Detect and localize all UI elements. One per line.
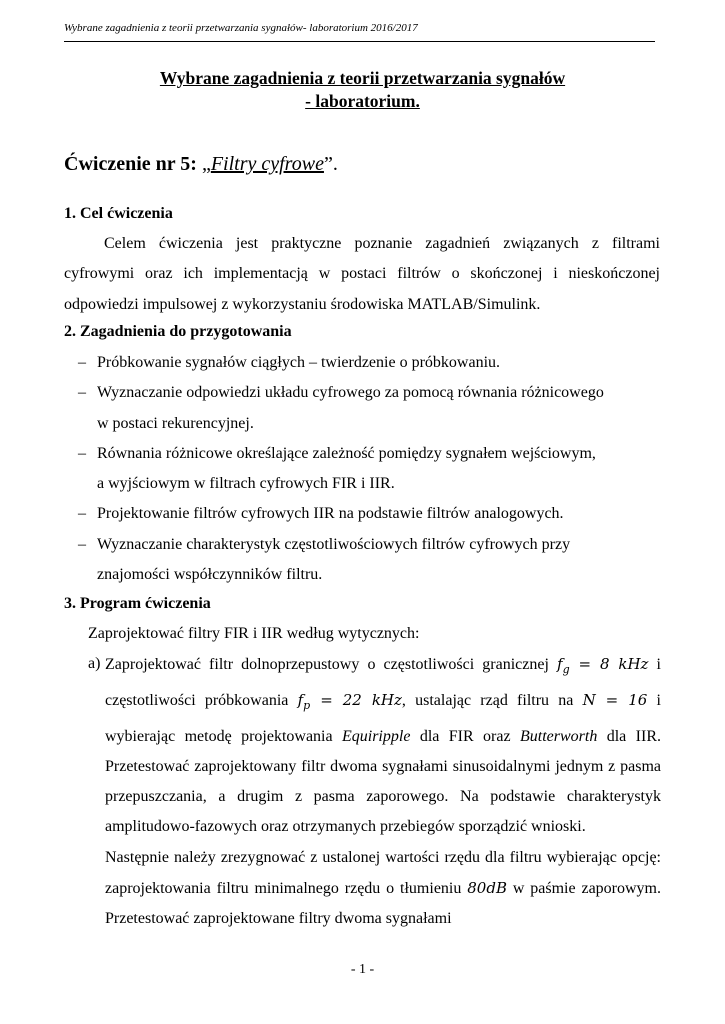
document-title-line-2: - laboratorium. xyxy=(305,91,420,111)
running-header: Wybrane zagadnienia z teorii przetwarzania sygnałów- laboratorium 2016/2017 xyxy=(64,22,418,34)
section-1-paragraph: Celem ćwiczenia jest praktyczne poznanie zagadnień związanych z filtrami cyfrowymi oraz ich implementacją w postaci filtrów o skończonej i nieskończonej odpowiedzi impulsowej z wykorzystaniu środowiska MATLAB/Simulink. xyxy=(64,235,660,313)
list-item-text: Wyznaczanie charakterystyk częstotliwościowych filtrów cyfrowych przy xyxy=(97,535,571,553)
attenuation-formula: 80dB xyxy=(467,879,507,898)
list-item-text-continued: znajomości współczynników filtru. xyxy=(97,566,323,584)
list-item-text: Równania różnicowe określające zależność pomiędzy sygnałem wejściowym, xyxy=(97,444,596,462)
task-text-part: Zaprojektować filtr dolnoprzepustowy o częstotliwości granicznej xyxy=(105,656,558,673)
fg-subscript: g xyxy=(562,663,570,676)
list-dash: – xyxy=(78,535,86,553)
task-text-part: , ustalając rząd filtru na xyxy=(401,692,583,710)
fp-symbol: f xyxy=(297,691,304,710)
task-text-part: dla IIR. Przetestować zaprojektowany filtr dwoma sygnałami sinusoidalnymi jednym z pasma przepuszczania, a drugim z pasma zaporowego. Na podstawie charakterystyk amplitudowo-fazowych oraz otrzymanych przebiegów sporządzić wnioski. xyxy=(105,727,661,836)
exercise-name: Filtry cyfrowe xyxy=(210,153,324,175)
list-dash: – xyxy=(78,444,86,462)
exercise-close-quote: ”. xyxy=(323,153,338,175)
list-item-text: Próbkowanie sygnałów ciągłych – twierdzenie o próbkowaniu. xyxy=(97,354,501,371)
task-list xyxy=(88,649,661,935)
fp-formula xyxy=(297,691,402,713)
fg-value: = 8 kHz xyxy=(569,655,649,673)
list-item xyxy=(64,530,660,591)
section-3-intro: Zaprojektować filtry FIR i IIR według wytycznych: xyxy=(88,625,420,642)
section-1-heading: 1. Cel ćwiczenia xyxy=(64,205,173,222)
list-item-text-continued: a wyjściowym w filtrach cyfrowych FIR i IIR. xyxy=(97,475,395,493)
fg-symbol: f xyxy=(557,655,563,673)
exercise-heading xyxy=(64,152,338,176)
task-text-part: dla FIR oraz xyxy=(410,727,520,745)
task-label: a) xyxy=(88,655,101,672)
task-text-part: i wybierając metodę projektowania xyxy=(105,692,661,745)
list-item-text: Wyznaczanie odpowiedzi układu cyfrowego za pomocą równania różnicowego xyxy=(97,384,604,402)
order-formula: N = 16 xyxy=(582,691,648,710)
header-divider xyxy=(64,41,655,42)
list-item xyxy=(64,348,660,378)
method-equiripple: Equiripple xyxy=(341,727,411,745)
list-item-text: Projektowanie filtrów cyfrowych IIR na podstawie filtrów analogowych. xyxy=(97,505,564,523)
list-item xyxy=(64,378,660,439)
exercise-open-quote: „ xyxy=(196,153,211,175)
list-item xyxy=(64,439,660,500)
list-dash: – xyxy=(78,384,86,402)
task-text-part: i częstotliwości próbkowania xyxy=(105,656,661,710)
task-text-part: w paśmie zaporowym. Przetestować zaprojektowane filtry dwoma sygnałami xyxy=(105,880,661,928)
fg-formula xyxy=(557,655,649,676)
exercise-label: Ćwiczenie nr 5: xyxy=(64,153,197,175)
document-title xyxy=(0,67,725,113)
task-text-part: Następnie należy zrezygnować z ustalonej wartości rzędu dla filtru wybierając opcję: zaprojektowania filtru minimalnego rzędu o tłumieniu xyxy=(105,848,661,898)
section-3-heading: 3. Program ćwiczenia xyxy=(64,595,211,612)
list-item xyxy=(64,499,660,529)
list-dash: – xyxy=(78,505,86,523)
list-dash: – xyxy=(78,354,86,371)
document-title-line-1: Wybrane zagadnienia z teorii przetwarzania sygnałów xyxy=(159,68,566,88)
section-1-text xyxy=(64,229,660,320)
list-item-text-continued: w postaci rekurencyjnej. xyxy=(97,414,254,432)
method-butterworth: Butterworth xyxy=(519,727,598,745)
page-number: - 1 - xyxy=(350,962,375,977)
fp-subscript: p xyxy=(303,699,311,713)
task-text xyxy=(105,649,661,935)
fp-value: = 22 kHz xyxy=(310,691,402,710)
task-item-a xyxy=(88,649,661,935)
section-2-list xyxy=(64,348,660,590)
task-paragraph-2 xyxy=(105,843,661,935)
section-2-heading: 2. Zagadnienia do przygotowania xyxy=(64,323,292,340)
